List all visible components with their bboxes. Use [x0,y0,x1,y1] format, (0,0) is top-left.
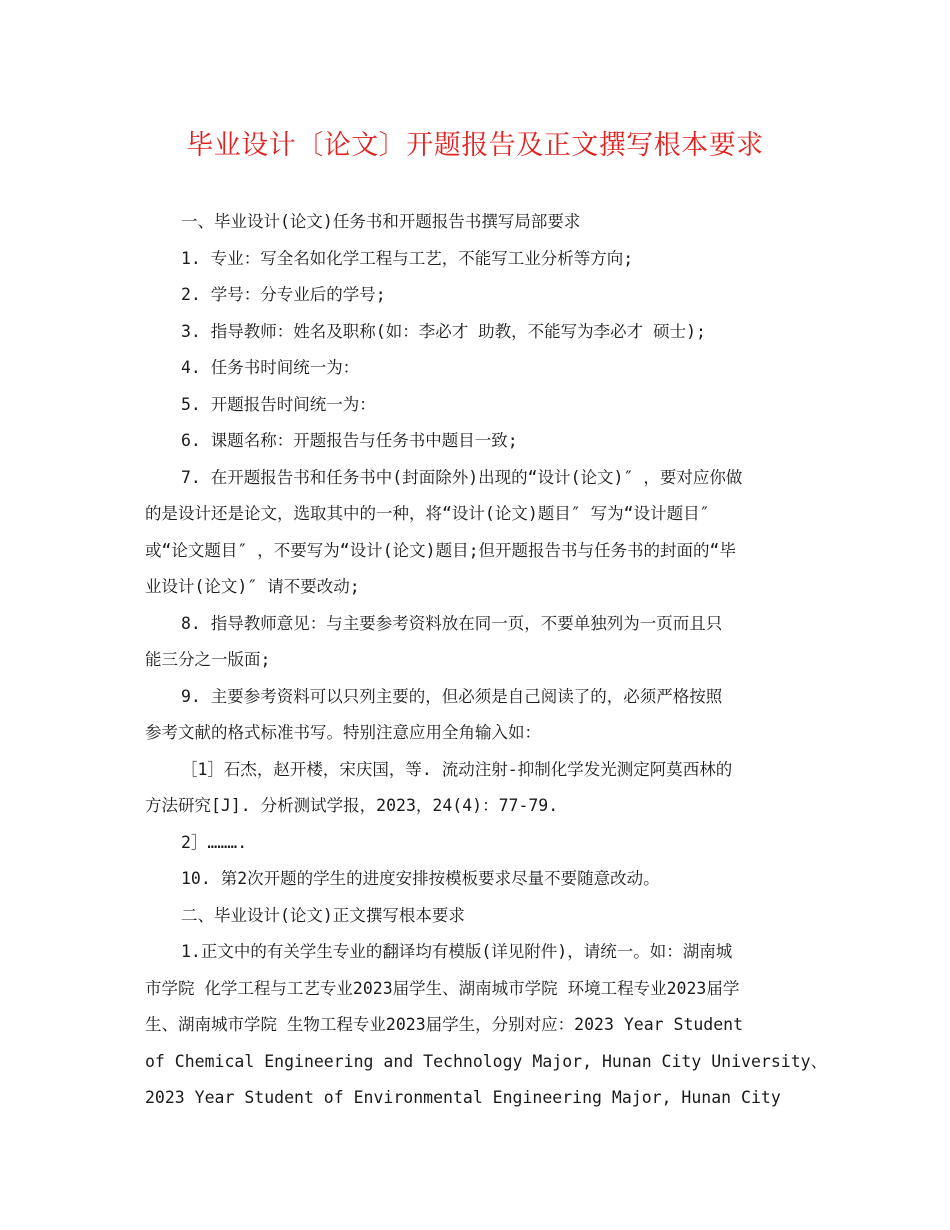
text-line: 9. 主要参考资料可以只列主要的，但必须是自己阅读了的，必须严格按照 [181,686,723,706]
text-line: 5. 开题报告时间统一为： [181,394,376,414]
text-line: 的是设计还是论文，选取其中的一种，将“设计(论文)题目″ 写为“设计题目″ [145,504,710,523]
text-line: 参考文献的格式标准书写。特别注意应用全角输入如： [145,723,541,742]
text-line: 方法研究[J]. 分析测试学报，2023，24(4)：77-79. [145,796,559,815]
text-line: ［1］石杰，赵开楼，宋庆国，等. 流动注射-抑制化学发光测定阿莫西林的 [181,759,733,779]
document-title: 毕业设计〔论文〕开题报告及正文撰写根本要求 [186,130,764,161]
text-line: 或“论文题目″ ，不要写为“设计(论文)题目;但开题报告书与任务书的封面的“毕 [145,540,736,560]
text-line: 业设计(论文)″ 请不要改动; [145,577,360,596]
text-line: 市学院 化学工程与工艺专业2023届学生、湖南城市学院 环境工程专业2023届学 [145,978,740,998]
text-line: 2］………. [181,832,248,852]
text-line: 4. 任务书时间统一为： [181,358,360,377]
text-line: 8. 指导教师意见：与主要参考资料放在同一页，不要单独列为一页而且只 [181,613,723,633]
text-line: 1. 专业：写全名如化学工程与工艺，不能写工业分析等方向; [181,248,634,268]
text-line: 能三分之一版面; [145,650,271,669]
text-line: of Chemical Engineering and Technology Major, Hunan City University、 [145,1051,828,1071]
text-line: 生、湖南城市学院 生物工程专业2023届学生，分别对应：2023 Year Student [145,1015,744,1034]
text-line: 二、毕业设计(论文)正文撰写根本要求 [181,905,465,925]
text-line: 一、毕业设计(论文)任务书和开题报告书撰写局部要求 [181,212,581,231]
text-line: 6. 课题名称：开题报告与任务书中题目一致; [181,431,518,450]
text-line: 2023 Year Student of Environmental Engineering Major, Hunan City [145,1088,781,1107]
text-line: 2. 学号：分专业后的学号; [181,285,386,304]
text-line: 3. 指导教师：姓名及职称(如：李必才 助教，不能写为李必才 硕士); [181,321,706,341]
text-line: 7. 在开题报告书和任务书中(封面除外)出现的“设计(论文)″ ，要对应你做 [181,467,743,487]
text-line: 1.正文中的有关学生专业的翻译均有模版(详见附件)，请统一。如：湖南城 [181,942,733,961]
document-body [145,204,828,1117]
text-line: 10. 第2次开题的学生的进度安排按模板要求尽量不要随意改动。 [181,869,660,888]
